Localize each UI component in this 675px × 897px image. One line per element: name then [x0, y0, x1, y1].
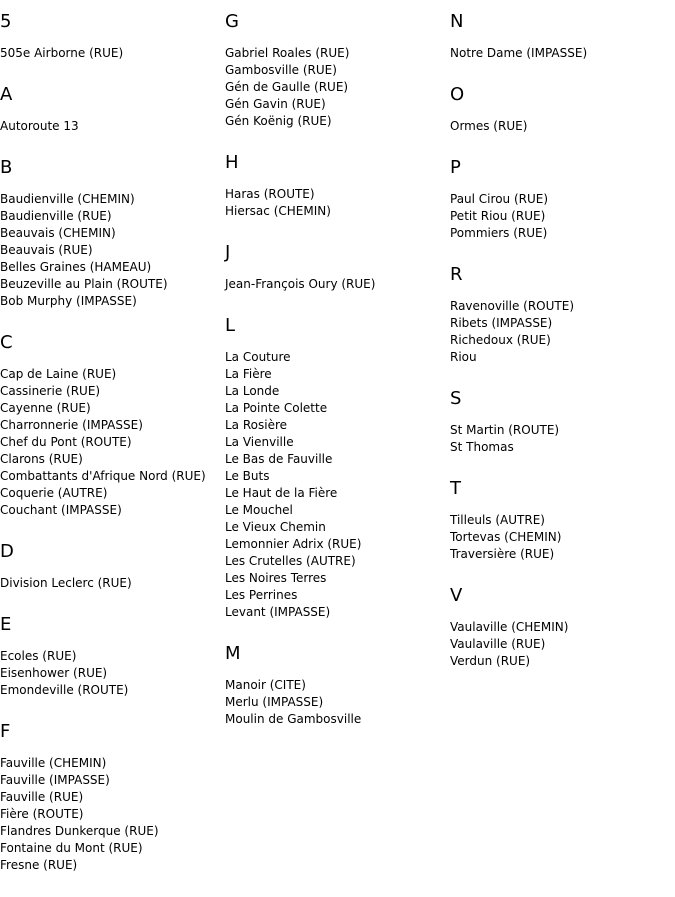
street-name: Traversière (RUE): [450, 547, 555, 561]
street-list: [0, 45, 220, 62]
street-name: Gabriel Roales (RUE): [225, 46, 350, 60]
street-name: Manoir (CITE): [225, 678, 306, 692]
section-letter: N: [450, 11, 464, 32]
section-letter: T: [450, 478, 461, 499]
street-name: Verdun (RUE): [450, 654, 531, 668]
street-list: [0, 648, 220, 699]
index-column: [450, 0, 670, 693]
street-name: Levant (IMPASSE): [225, 605, 331, 619]
street-list: [225, 45, 445, 130]
letter-group: [225, 243, 445, 293]
street-name: Vaulaville (RUE): [450, 637, 546, 651]
section-letter: J: [225, 242, 231, 263]
street-name: Merlu (IMPASSE): [225, 695, 324, 709]
letter-group: [0, 158, 220, 310]
street-name: Riou: [450, 350, 477, 364]
letter-group: [0, 333, 220, 519]
street-name: St Thomas: [450, 440, 514, 454]
letter-group: [450, 479, 670, 563]
street-name: Le Bas de Fauville: [225, 452, 333, 466]
street-name: Gén de Gaulle (RUE): [225, 80, 349, 94]
street-name: St Martin (ROUTE): [450, 423, 560, 437]
street-name: Le Mouchel: [225, 503, 293, 517]
section-letter: M: [225, 643, 241, 664]
street-name: Les Noires Terres: [225, 571, 327, 585]
street-name: Hiersac (CHEMIN): [225, 204, 331, 218]
street-list: [0, 366, 220, 519]
street-name: Fauville (CHEMIN): [0, 756, 107, 770]
section-letter: O: [450, 84, 465, 105]
letter-group: [450, 85, 670, 135]
street-name: Fresne (RUE): [0, 858, 78, 872]
street-name: Ecoles (RUE): [0, 649, 77, 663]
section-letter: H: [225, 152, 239, 173]
letter-group: [0, 542, 220, 592]
street-list: [225, 349, 445, 621]
street-name: Vaulaville (CHEMIN): [450, 620, 569, 634]
letter-group: [450, 389, 670, 456]
street-name: Petit Riou (RUE): [450, 209, 546, 223]
street-list: [225, 276, 445, 293]
street-name: Bob Murphy (IMPASSE): [0, 294, 137, 308]
street-name: Le Haut de la Fière: [225, 486, 338, 500]
street-name: Pommiers (RUE): [450, 226, 548, 240]
street-name: Emondeville (ROUTE): [0, 683, 129, 697]
street-name: Fauville (IMPASSE): [0, 773, 110, 787]
street-name: Les Crutelles (AUTRE): [225, 554, 356, 568]
letter-group: [450, 265, 670, 366]
street-name: Richedoux (RUE): [450, 333, 551, 347]
street-name: Fauville (RUE): [0, 790, 84, 804]
street-list: [450, 118, 670, 135]
street-name: La Couture: [225, 350, 291, 364]
section-letter: C: [0, 332, 13, 353]
street-name: Division Leclerc (RUE): [0, 576, 132, 590]
street-name: Autoroute 13: [0, 119, 79, 133]
street-list: [450, 45, 670, 62]
street-name: Notre Dame (IMPASSE): [450, 46, 588, 60]
street-name: Couchant (IMPASSE): [0, 503, 122, 517]
letter-group: [450, 12, 670, 62]
street-name: Beauvais (RUE): [0, 243, 93, 257]
street-name: Haras (ROUTE): [225, 187, 315, 201]
street-name: Eisenhower (RUE): [0, 666, 108, 680]
letter-group: [450, 586, 670, 670]
letter-group: [450, 158, 670, 242]
street-list: [0, 191, 220, 310]
street-name: Tortevas (CHEMIN): [450, 530, 562, 544]
street-name: Beauvais (CHEMIN): [0, 226, 116, 240]
letter-group: [0, 615, 220, 699]
letter-group: [0, 85, 220, 135]
letter-group: [225, 153, 445, 220]
section-letter: L: [225, 315, 236, 336]
section-letter: G: [225, 11, 239, 32]
street-list: [450, 422, 670, 456]
street-name: Jean-François Oury (RUE): [225, 277, 376, 291]
section-letter: A: [0, 84, 13, 105]
street-name: Clarons (RUE): [0, 452, 83, 466]
section-letter: 5: [0, 11, 12, 32]
letter-group: [225, 316, 445, 621]
letter-group: [225, 644, 445, 728]
street-list: [450, 512, 670, 563]
street-name: Belles Graines (HAMEAU): [0, 260, 152, 274]
street-name: Ormes (RUE): [450, 119, 528, 133]
street-name: Combattants d'Afrique Nord (RUE): [0, 469, 206, 483]
street-name: Le Buts: [225, 469, 270, 483]
street-name: Moulin de Gambosville: [225, 712, 362, 726]
letter-group: [225, 12, 445, 130]
section-letter: R: [450, 264, 463, 285]
street-name: Fière (ROUTE): [0, 807, 84, 821]
street-name: Gén Gavin (RUE): [225, 97, 326, 111]
street-name: Cayenne (RUE): [0, 401, 91, 415]
letter-group: [0, 722, 220, 874]
street-name: 505e Airborne (RUE): [0, 46, 124, 60]
street-list: [450, 191, 670, 242]
section-letter: D: [0, 541, 14, 562]
street-name: Baudienville (RUE): [0, 209, 112, 223]
street-name: Beuzeville au Plain (ROUTE): [0, 277, 168, 291]
street-name: Baudienville (CHEMIN): [0, 192, 135, 206]
street-name: Charronnerie (IMPASSE): [0, 418, 143, 432]
street-name: Tilleuls (AUTRE): [450, 513, 545, 527]
street-name: Gén Koënig (RUE): [225, 114, 332, 128]
street-name: Paul Cirou (RUE): [450, 192, 549, 206]
street-name: La Fière: [225, 367, 272, 381]
letter-group: [0, 12, 220, 62]
street-name: Lemonnier Adrix (RUE): [225, 537, 362, 551]
street-name: Chef du Pont (ROUTE): [0, 435, 132, 449]
street-name: Le Vieux Chemin: [225, 520, 326, 534]
street-name: Cap de Laine (RUE): [0, 367, 117, 381]
section-letter: E: [0, 614, 12, 635]
section-letter: V: [450, 585, 463, 606]
street-name: La Vienville: [225, 435, 294, 449]
street-name: Ribets (IMPASSE): [450, 316, 553, 330]
street-list: [450, 298, 670, 366]
street-name: Flandres Dunkerque (RUE): [0, 824, 159, 838]
street-name: Fontaine du Mont (RUE): [0, 841, 143, 855]
street-list: [0, 118, 220, 135]
street-name: Cassinerie (RUE): [0, 384, 101, 398]
street-name: Gambosville (RUE): [225, 63, 337, 77]
street-name: Les Perrines: [225, 588, 298, 602]
street-list: [450, 619, 670, 670]
street-name: La Londe: [225, 384, 280, 398]
street-name: Ravenoville (ROUTE): [450, 299, 575, 313]
street-name: Coquerie (AUTRE): [0, 486, 108, 500]
street-list: [0, 575, 220, 592]
street-list: [225, 186, 445, 220]
street-name: La Pointe Colette: [225, 401, 328, 415]
street-name: La Rosière: [225, 418, 288, 432]
street-list: [225, 677, 445, 728]
section-letter: P: [450, 157, 461, 178]
street-list: [0, 755, 220, 874]
index-column: [225, 0, 445, 751]
section-letter: F: [0, 721, 11, 742]
section-letter: B: [0, 157, 13, 178]
index-column: [0, 0, 220, 897]
section-letter: S: [450, 388, 462, 409]
